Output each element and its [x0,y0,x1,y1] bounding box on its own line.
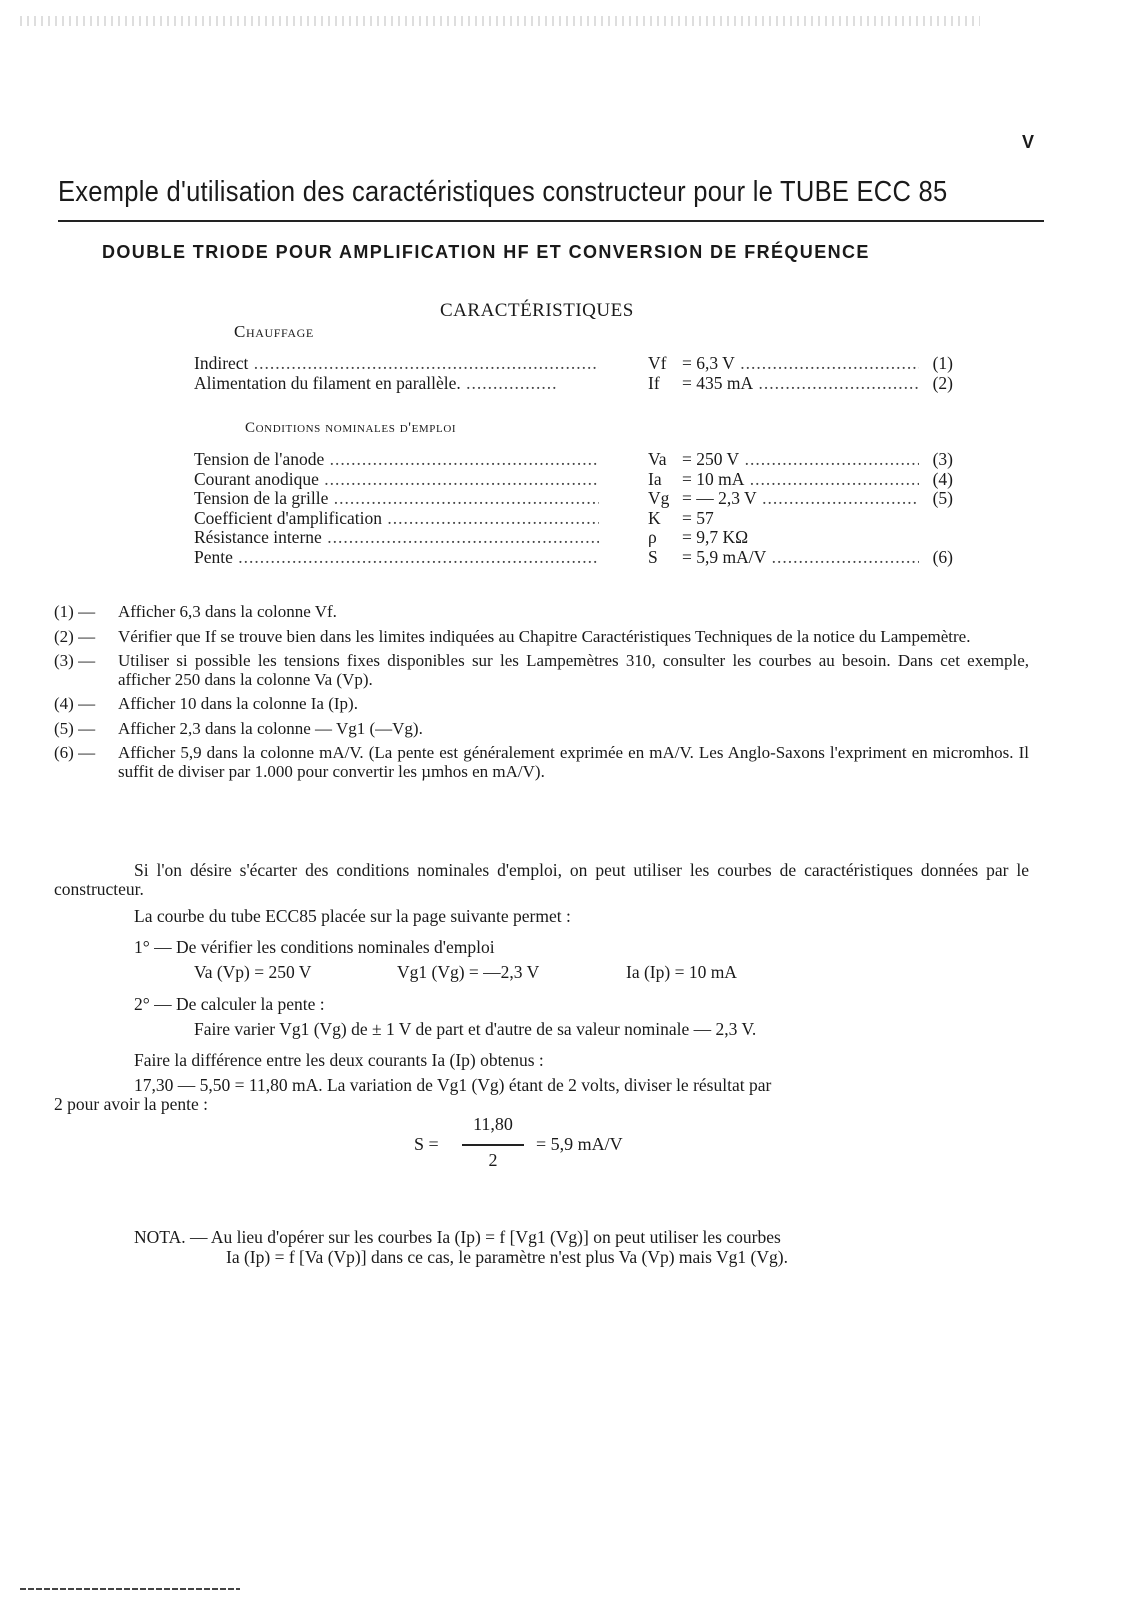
spec-value: = 435 mA [682,373,754,393]
item-1-vg: Vg1 (Vg) = —2,3 V [397,962,540,982]
scan-noise-top [20,16,980,26]
formula-numerator: 11,80 [473,1114,513,1134]
spec-label: Tension de l'anode [194,450,325,469]
spec-ref: (6) [919,548,953,568]
paragraph-calc-line2: 2 pour avoir la pente : [54,1094,209,1114]
item-2-text: Faire varier Vg1 (Vg) de ± 1 V de part et d'autre de sa valeur nominale — 2,3 V. [194,1019,757,1039]
paragraph-intro: Si l'on désire s'écarter des conditions nominales d'emploi, on peut utiliser les courbes de caractéristiques données par le constructeur. [54,860,1029,899]
fraction-bar [462,1144,524,1146]
footnotes [54,603,1029,787]
spec-ref: (5) [919,489,953,509]
footnote-text: Afficher 2,3 dans la colonne — Vg1 (—Vg). [118,718,423,738]
scan-noise-bottom [20,1588,240,1590]
spec-label: Courant anodique [194,469,319,489]
spec-symbol: K [648,507,661,528]
page-title: Exemple d'utilisation des caractéristiques constructeur pour le TUBE ECC 85 [58,176,948,208]
item-1-va: Va (Vp) = 250 V [194,962,312,982]
spec-label: Alimentation du filament en parallèle. [194,373,461,393]
spec-ref: (3) [919,450,953,470]
footnote-text: Afficher 5,9 dans la colonne mA/V. (La pente est généralement exprimée en mA/V. Les Anglo-Saxons l'expriment en micromhos. Il suffit de diviser par 1.000 pour convertir les µmhos en mA/V). [118,743,1029,781]
formula-lhs: S = [414,1134,439,1154]
spec-symbol: Va [648,449,667,469]
footnote [54,695,1029,714]
title-underline [58,220,1044,222]
spec-label: Coefficient d'amplification [194,508,382,528]
footnote-number: (1) — [54,602,96,621]
footnote-text: Afficher 6,3 dans la colonne Vf. [118,602,337,621]
spec-label: Résistance interne [194,528,322,548]
spec-value: = 10 mA [682,469,745,489]
spec-value: = — 2,3 V [682,489,757,509]
spec-label: Pente [194,547,233,567]
footnote-text: Utiliser si possible les tensions fixes disponibles sur les Lampemètres 310, consulter les courbes au besoin. Dans cet exemple, afficher 250 dans la colonne Va (Vp). [118,651,1029,689]
chauffage-heading: Chauffage [234,322,314,341]
paragraph-calc-line1: 17,30 — 5,50 = 11,80 mA. La variation de Vg1 (Vg) étant de 2 volts, diviser le résultat par [134,1075,772,1095]
spec-value: = 9,7 KΩ [682,528,749,548]
spec-value: = 250 V [682,450,740,469]
page-marker: V [1022,132,1035,152]
paragraph-difference: Faire la différence entre les deux courants Ia (Ip) obtenus : [134,1050,544,1070]
nota-line-2: Ia (Ip) = f [Va (Vp)] dans ce cas, le paramètre n'est plus Va (Vp) mais Vg1 (Vg). [226,1247,788,1267]
characteristics-heading: CARACTÉRISTIQUES [440,300,634,321]
footnote-number: (3) — [54,651,96,670]
footnote [54,652,1029,689]
spec-symbol: S [648,546,658,567]
spec-ref: (1) [919,354,953,374]
spec-symbol: If [648,372,660,393]
nota-line-1: NOTA. — Au lieu d'opérer sur les courbes Ia (Ip) = f [Vg1 (Vg)] on peut utiliser les courbes [134,1227,781,1247]
footnote-text: Afficher 10 dans la colonne Ia (Ip). [118,694,358,713]
formula-denominator: 2 [488,1150,498,1170]
page-subtitle: DOUBLE TRIODE POUR AMPLIFICATION HF ET CONVERSION DE FRÉQUENCE [102,242,870,262]
footnote [54,720,1029,739]
spec-symbol: ρ [648,527,657,548]
conditions-heading: Conditions nominales d'emploi [245,420,457,436]
spec-ref: (4) [919,470,953,490]
spec-symbol: Vg [648,488,670,509]
spec-symbol: Vf [648,353,667,373]
formula-result: = 5,9 mA/V [536,1134,623,1154]
item-1-heading: 1° — De vérifier les conditions nominales d'emploi [134,937,495,957]
spec-value: = 5,9 mA/V [682,547,767,567]
spec-symbol: Ia [648,468,662,489]
spec-label: Tension de la grille [194,489,329,509]
footnote [54,744,1029,781]
nota-block [134,1227,1029,1267]
footnote-number: (4) — [54,694,96,713]
footnote [54,603,1029,622]
item-2-heading: 2° — De calculer la pente : [134,994,325,1014]
spec-value: = 57 [682,508,714,528]
footnote-number: (5) — [54,718,96,738]
paragraph-curve: La courbe du tube ECC85 placée sur la page suivante permet : [134,906,571,926]
footnote-text: Vérifier que If se trouve bien dans les limites indiquées au Chapitre Caractéristiques Techniques de la notice du Lampemètre. [118,626,971,646]
footnote-number: (6) — [54,743,96,762]
spec-value: = 6,3 V [682,354,735,373]
spec-label: Indirect [194,354,249,373]
item-1-ia: Ia (Ip) = 10 mA [626,962,737,982]
spec-ref: (2) [919,374,953,394]
footnote [54,628,1029,647]
footnote-number: (2) — [54,626,96,646]
